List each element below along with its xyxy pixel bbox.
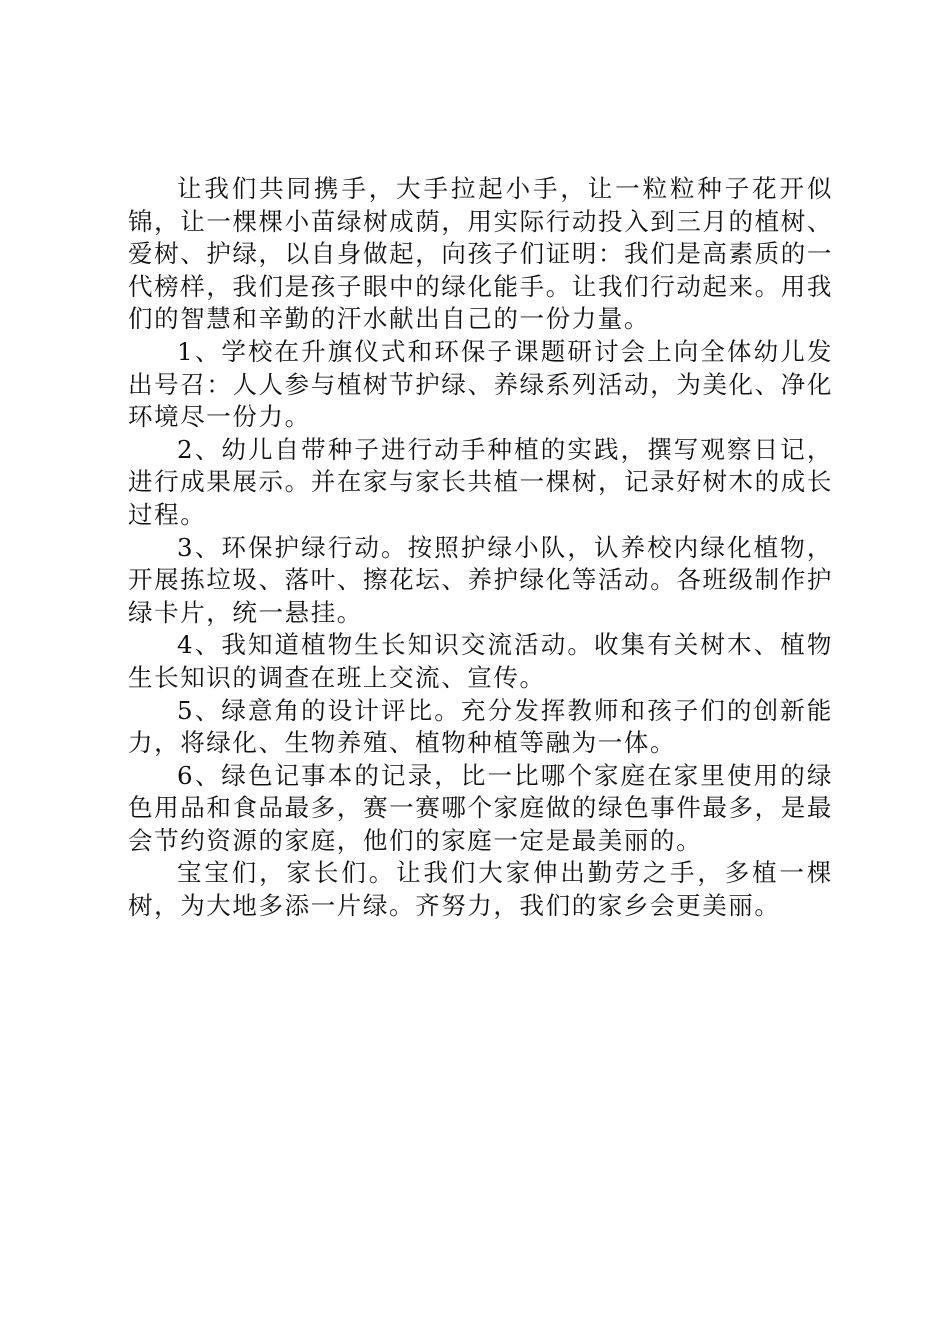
closing-paragraph: 宝宝们，家长们。让我们大家伸出勤劳之手，多植一棵树，为大地多添一片绿。齐努力，我们的家乡会更美丽。: [128, 858, 833, 921]
list-item: 3、环保护绿行动。按照护绿小队，认养校内绿化植物，开展拣垃圾、落叶、擦花坛、养护绿化等活动。各班级制作护绿卡片，统一悬挂。: [128, 532, 833, 627]
list-item: 4、我知道植物生长知识交流活动。收集有关树木、植物生长知识的调查在班上交流、宣传。: [128, 630, 833, 692]
intro-paragraph: 让我们共同携手，大手拉起小手，让一粒粒种子花开似锦，让一棵棵小苗绿树成荫，用实际行动投入到三月的植树、爱树、护绿，以自身做起，向孩子们证明：我们是高素质的一代榜样，我们是孩子眼中的绿化能手。让我们行动起来。用我们的智慧和辛勤的汗水献出自己的一份力量。: [128, 174, 833, 334]
document-body: [128, 173, 833, 923]
list-item: 1、学校在升旗仪式和环保子课题研讨会上向全体幼儿发出号召：人人参与植树节护绿、养绿系列活动，为美化、净化环境尽一份力。: [128, 336, 833, 432]
list-item: 2、幼儿自带种子进行动手种植的实践，撰写观察日记，进行成果展示。并在家与家长共植一棵树，记录好树木的成长过程。: [128, 434, 833, 529]
list-item: 5、绿意角的设计评比。充分发挥教师和孩子们的创新能力，将绿化、生物养殖、植物种植等融为一体。: [128, 695, 833, 758]
list-item: 6、绿色记事本的记录，比一比哪个家庭在家里使用的绿色用品和食品最多，赛一赛哪个家庭做的绿色事件最多，是最会节约资源的家庭，他们的家庭一定是最美丽的。: [128, 760, 833, 855]
